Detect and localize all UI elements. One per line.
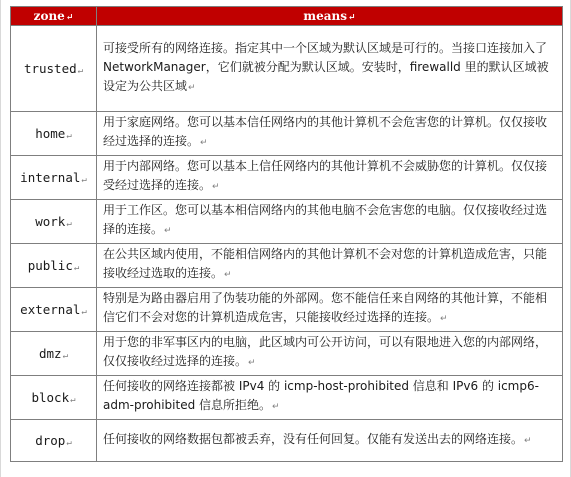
table-row: [11, 200, 563, 244]
zone-name: home: [35, 126, 66, 141]
zone-name-cell: [11, 26, 97, 112]
paragraph-mark-icon: ↵: [66, 131, 72, 141]
zone-name: external: [20, 302, 81, 317]
zone-description: 用于您的非军事区内的电脑，此区域内可公开访问，可以有限地进入您的内部网络，仅仅接收经过选择的连接。: [103, 335, 548, 368]
zone-description-cell: [97, 200, 563, 244]
paragraph-mark-icon: ↵: [200, 138, 208, 148]
paragraph-mark-icon: ↵: [81, 175, 87, 185]
zone-name-cell: [11, 332, 97, 376]
table-row: [11, 332, 563, 376]
zone-description: 用于工作区。您可以基本相信网络内的其他电脑不会危害您的电脑。仅仅接收经过选择的连接。: [103, 203, 548, 236]
zone-name: public: [27, 258, 73, 273]
paragraph-mark-icon: ↵: [212, 182, 220, 192]
zone-description: 特别是为路由器启用了伪装功能的外部网。您不能信任来自网络的其他计算，不能相信它们不会对您的计算机造成危害，只能接收经过选择的连接。: [103, 291, 548, 324]
table-row: [11, 420, 563, 462]
table-row: [11, 288, 563, 332]
firewalld-zones-table: [10, 6, 563, 462]
zone-name-cell: [11, 288, 97, 332]
paragraph-mark-icon: ↵: [65, 13, 74, 23]
paragraph-mark-icon: ↵: [524, 435, 532, 446]
paragraph-mark-icon: ↵: [440, 314, 448, 324]
paragraph-mark-icon: ↵: [62, 351, 68, 361]
zone-description: 用于家庭网络。您可以基本信任网络内的其他计算机不会危害您的计算机。仅仅接收经过选择的连接。: [103, 115, 548, 148]
paragraph-mark-icon: ↵: [66, 219, 72, 229]
paragraph-mark-icon: ↵: [77, 66, 84, 76]
table-row: [11, 26, 563, 112]
zone-name-cell: [11, 112, 97, 156]
means-column-header: [97, 7, 563, 26]
paragraph-mark-icon: ↵: [224, 270, 232, 280]
zone-name: drop: [35, 433, 66, 448]
zone-name-cell: [11, 200, 97, 244]
zone-description-cell: [97, 244, 563, 288]
zone-name-cell: [11, 156, 97, 200]
paragraph-mark-icon: ↵: [248, 358, 256, 368]
zone-description-cell: [97, 420, 563, 462]
paragraph-mark-icon: ↵: [81, 307, 87, 317]
zone-header-label: zone: [33, 9, 65, 23]
page-left-edge: [0, 0, 1, 477]
paragraph-mark-icon: ↵: [70, 395, 76, 405]
zone-name: dmz: [39, 346, 62, 361]
zone-description-cell: [97, 112, 563, 156]
zone-description-cell: [97, 156, 563, 200]
zone-column-header: [11, 7, 97, 26]
zone-description-cell: [97, 288, 563, 332]
zone-name: block: [31, 390, 70, 405]
zone-description: 可接受所有的网络连接。指定其中一个区域为默认区域是可行的。当接口连接加入了 NetworkManager，它们就被分配为默认区域。安装时，firewalld 里的默认区域被设定为公共区域: [103, 40, 549, 93]
zone-name-cell: [11, 244, 97, 288]
paragraph-mark-icon: ↵: [164, 226, 172, 236]
zone-description: 用于内部网络。您可以基本上信任网络内的其他计算机不会威胁您的计算机。仅仅接受经过选择的连接。: [103, 159, 548, 192]
means-header-label: means: [303, 9, 348, 23]
zone-name: trusted: [23, 61, 77, 76]
paragraph-mark-icon: ↵: [66, 438, 72, 448]
paragraph-mark-icon: ↵: [73, 263, 80, 273]
zone-description-cell: [97, 376, 563, 420]
paragraph-mark-icon: ↵: [272, 402, 280, 412]
zone-name: work: [35, 214, 66, 229]
paragraph-mark-icon: ↵: [188, 82, 196, 93]
paragraph-mark-icon: ↵: [348, 13, 356, 23]
zone-name-cell: [11, 376, 97, 420]
zone-name-cell: [11, 420, 97, 462]
zone-name: internal: [20, 170, 81, 185]
table-row: [11, 376, 563, 420]
zone-description: 任何接收的网络数据包都被丢弃，没有任何回复。仅能有发送出去的网络连接。: [103, 431, 524, 446]
table-row: [11, 244, 563, 288]
header-row: [11, 7, 563, 26]
zone-description: 在公共区域内使用，不能相信网络内的其他计算机不会对您的计算机造成危害，只能接收经过选取的连接。: [103, 247, 548, 280]
zone-description-cell: [97, 26, 563, 112]
table-row: [11, 112, 563, 156]
zone-description-cell: [97, 332, 563, 376]
zone-description: 任何接收的网络连接都被 IPv4 的 icmp-host-prohibited 信息和 IPv6 的 icmp6-adm-prohibited 信息所拒绝。: [103, 379, 539, 412]
table-row: [11, 156, 563, 200]
